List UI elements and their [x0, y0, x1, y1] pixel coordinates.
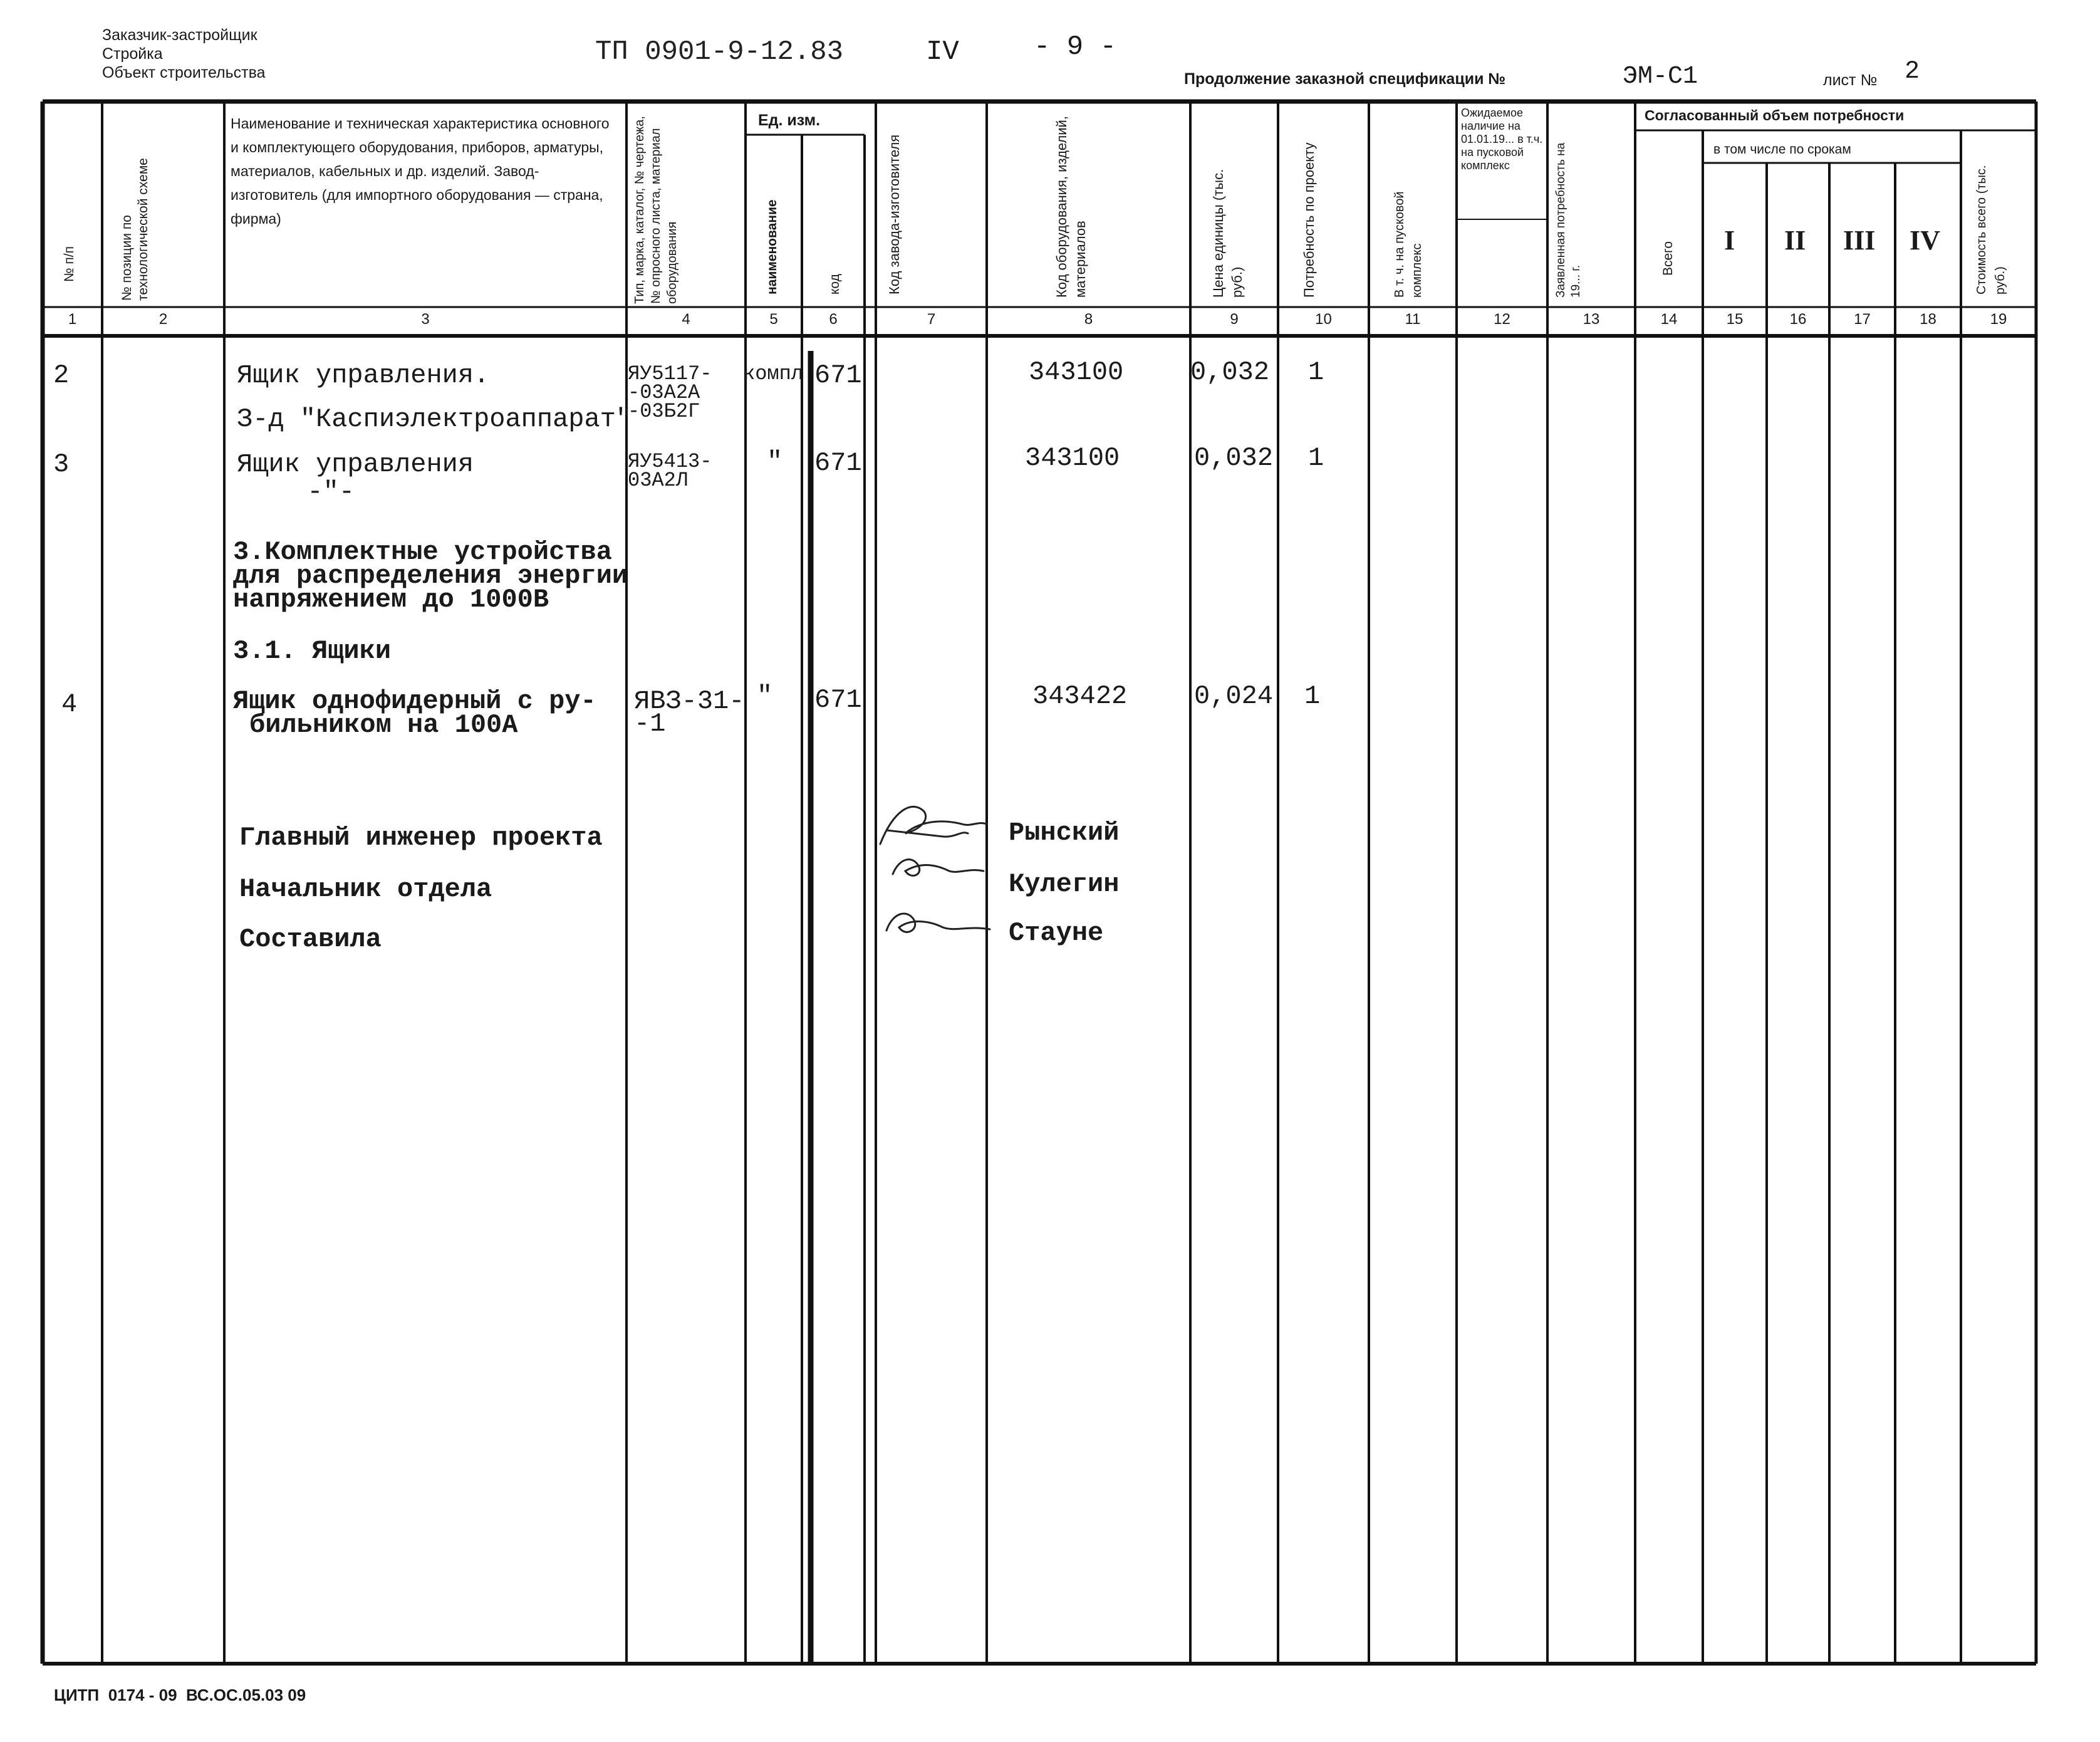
section-heading-line-1: 3.Комплектные устройства: [233, 537, 612, 567]
signature-role-3: Составила: [239, 924, 382, 954]
row-2-type-line-3: -03Б2Г: [628, 400, 700, 423]
signature-role-1: Главный инженер проекта: [239, 823, 603, 853]
continuation-label: Продолжение заказной спецификации №: [1184, 70, 1506, 88]
row-4-unit-code: 671: [814, 685, 862, 715]
col-number-13: 13: [1583, 311, 1600, 328]
spec-number: ЭМ-С1: [1623, 63, 1698, 91]
row-4-type-line-2: -1: [634, 709, 666, 739]
customer-line-2: Стройка: [102, 45, 163, 63]
row-2-equip-code: 343100: [1029, 357, 1124, 387]
row-3-equip-code: 343100: [1025, 443, 1120, 473]
subsection-heading: 3.1. Ящики: [233, 636, 392, 666]
signature-name-1: Рынский: [1009, 818, 1120, 848]
col-header-13: Заявленная потребность на 19... г.: [1554, 142, 1583, 298]
footer-stamp: ЦИТП 0174 - 09 ВС.ОС.05.03 09: [54, 1686, 306, 1704]
handwritten-signatures: [868, 786, 1006, 974]
signature-name-2: Кулегин: [1009, 869, 1120, 899]
row-3-name-line-1: Ящик управления: [237, 449, 474, 479]
col-header-4: Тип, марка, каталог, № чертежа, № опросного листа, материал оборудования: [633, 116, 679, 304]
quarter-1: I: [1724, 225, 1735, 256]
quarter-2: II: [1784, 225, 1806, 256]
volume-label: IV: [926, 36, 959, 68]
col-number-4: 4: [682, 311, 690, 328]
customer-line-3: Объект строительства: [102, 64, 266, 81]
quarter-3: III: [1843, 225, 1876, 256]
col-number-15: 15: [1726, 311, 1744, 328]
col-number-18: 18: [1920, 311, 1936, 328]
row-4-unit: ": [757, 681, 773, 711]
row-2-qty: 1: [1308, 357, 1324, 387]
col-number-2: 2: [159, 311, 168, 328]
signature-role-2: Начальник отдела: [239, 874, 492, 904]
row-3-price: 0,032: [1194, 443, 1274, 473]
col-number-17: 17: [1854, 311, 1871, 328]
col-group-agreed: Согласованный объем потребности: [1645, 107, 1905, 123]
col-number-5: 5: [769, 311, 778, 328]
col-subgroup-terms: в том числе по срокам: [1713, 142, 1851, 157]
row-4-qty: 1: [1304, 681, 1321, 711]
col-header-5-group: Ед. изм.: [758, 112, 821, 129]
row-2-type-line-1: ЯУ5117-: [628, 362, 712, 385]
row-3-unit-code: 671: [814, 448, 862, 478]
col-header-5: наименование: [765, 199, 779, 295]
col-number-19: 19: [1990, 311, 2007, 328]
row-3-type-line-1: ЯУ5413-: [628, 450, 712, 473]
customer-line-1: Заказчик-застройщик: [102, 26, 257, 44]
col-header-3: Наименование и техническая характеристика основного и комплектующего оборудования, приборов, арматуры, материалов, кабельных и др. изделий. Завод-изготовитель (для импортного оборудования — страна, фирма): [231, 115, 610, 227]
row-2-num: 2: [53, 360, 70, 390]
signature-name-3: Стауне: [1009, 918, 1104, 948]
quarter-4: IV: [1910, 225, 1940, 256]
row-3-type-line-2: 03А2Л: [628, 469, 689, 492]
col-header-8: Код оборудования, изделий, материалов: [1054, 116, 1088, 298]
col-number-3: 3: [421, 311, 430, 328]
row-2-type-line-2: -03А2А: [628, 381, 700, 404]
row-2-unit: компл: [743, 362, 804, 385]
col-number-6: 6: [829, 311, 838, 328]
sheet-number: 2: [1905, 58, 1920, 86]
col-number-14: 14: [1660, 311, 1678, 328]
col-header-10: Потребность по проекту: [1301, 142, 1317, 298]
row-3-qty: 1: [1308, 443, 1324, 473]
col-header-12: Ожидаемое наличие на 01.01.19... в т.ч. на пусковой комплекс: [1461, 107, 1543, 172]
col-header-6: код: [828, 274, 842, 295]
col-number-8: 8: [1084, 311, 1093, 328]
row-4-equip-code: 343422: [1032, 681, 1128, 711]
doc-code: ТП 0901-9-12.83: [595, 36, 844, 68]
col-number-11: 11: [1405, 311, 1421, 328]
row-4-name-line-2: бильником на 100А: [249, 710, 518, 740]
section-heading-line-2: для распределения энергии: [233, 561, 628, 591]
row-2-unit-code: 671: [814, 360, 862, 390]
row-2-name-line-1: Ящик управления.: [237, 360, 490, 390]
col-header-11: В т. ч. на пусковой комплекс: [1393, 191, 1424, 298]
sheet-label: лист №: [1823, 71, 1878, 89]
row-4-type-line-1: ЯВЗ-31-: [634, 686, 745, 716]
col-number-9: 9: [1230, 311, 1239, 328]
col-header-2: № позиции по технологической схеме: [120, 158, 150, 301]
row-3-num: 3: [53, 449, 70, 479]
row-2-price: 0,032: [1190, 357, 1270, 387]
col-number-16: 16: [1789, 311, 1807, 328]
row-3-unit: ": [767, 447, 783, 477]
section-heading-line-3: напряжением до 1000В: [233, 585, 549, 615]
col-header-7: Код завода-изготовителя: [886, 134, 902, 295]
col-header-19: Стоимость всего (тыс. руб.): [1975, 165, 2007, 295]
col-number-1: 1: [68, 311, 77, 328]
row-4-price: 0,024: [1194, 681, 1274, 711]
row-2-name-line-2: З-д "Каспиэлектроаппарат": [237, 404, 632, 434]
col-number-7: 7: [927, 311, 936, 328]
col-header-9: Цена единицы (тыс. руб.): [1210, 169, 1245, 298]
col-number-12: 12: [1494, 311, 1510, 328]
page-number: - 9 -: [1034, 31, 1117, 63]
col-number-10: 10: [1315, 311, 1332, 328]
row-4-name-line-1: Ящик однофидерный с ру-: [233, 686, 596, 716]
row-4-num: 4: [61, 689, 78, 719]
col-header-1: № п/п: [62, 246, 76, 282]
col-header-14: Всего: [1661, 241, 1675, 276]
row-3-name-line-2: -"-: [276, 477, 355, 507]
